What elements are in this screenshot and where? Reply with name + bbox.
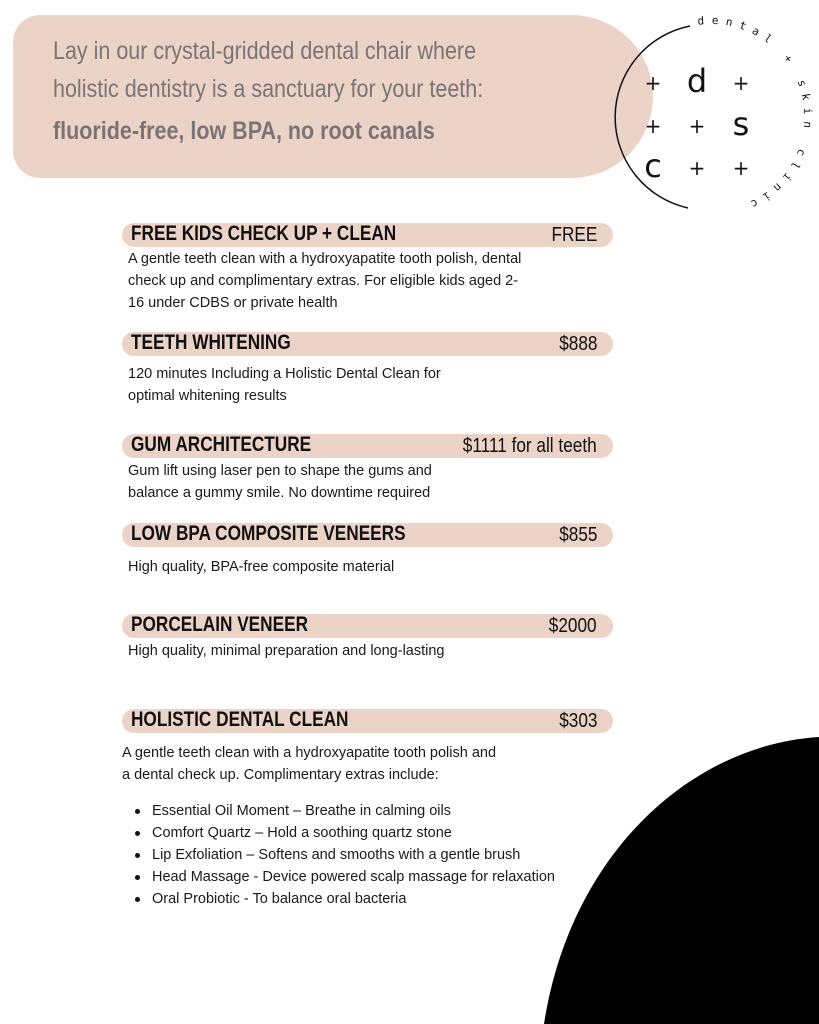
- extras-item: Lip Exfoliation – Softens and smooths with a gentle brush: [152, 844, 555, 866]
- service-price: $888: [558, 333, 597, 355]
- service-description: High quality, minimal preparation and long-lasting: [128, 643, 445, 659]
- extras-item: Head Massage - Device powered scalp massage for relaxation: [152, 866, 555, 888]
- service-description: A gentle teeth clean with a hydroxyapatite tooth polish, dental check up and complimentary extras. For eligible kids aged 2-16 under CDBS or private health: [128, 251, 522, 311]
- service-price: $1111 for all teeth: [463, 435, 597, 457]
- logo-plus: +: [732, 156, 750, 180]
- logo-plus: +: [688, 156, 706, 180]
- service-name: HOLISTIC DENTAL CLEAN: [131, 708, 349, 731]
- service-header: [122, 223, 613, 247]
- service-description: A gentle teeth clean with a hydroxyapatite tooth polish and a dental check up. Complimentary extras include:: [122, 745, 497, 783]
- service-name: PORCELAIN VENEER: [131, 613, 309, 636]
- logo-ring-text: dental + skin clinic: [697, 13, 815, 214]
- extras-list: [152, 800, 555, 910]
- hero-line-3: fluoride-free, low BPA, no root canals: [53, 117, 435, 145]
- logo-letter-c: c: [644, 147, 662, 185]
- logo-letter-d: d: [686, 62, 708, 100]
- logo-plus: +: [688, 114, 706, 138]
- extras-item: Comfort Quartz – Hold a soothing quartz stone: [152, 822, 555, 844]
- hero-line-1: Lay in our crystal-gridded dental chair where: [53, 37, 477, 65]
- clinic-logo: [590, 10, 819, 225]
- service-description: High quality, BPA-free composite material: [128, 559, 395, 575]
- service-description: Gum lift using laser pen to shape the gums and balance a gummy smile. No downtime required: [128, 463, 432, 501]
- service-header: [122, 614, 613, 638]
- logo-letter-s: s: [732, 105, 750, 143]
- service-header: [122, 709, 613, 733]
- hero-line-2: holistic dentistry is a sanctuary for your teeth:: [53, 75, 484, 103]
- service-name: GUM ARCHITECTURE: [131, 433, 312, 456]
- logo-plus: +: [644, 114, 662, 138]
- service-description: 120 minutes Including a Holistic Dental Clean for optimal whitening results: [128, 366, 441, 404]
- service-name: FREE KIDS CHECK UP + CLEAN: [131, 222, 397, 245]
- service-price: $303: [558, 710, 597, 732]
- service-price: FREE: [551, 224, 597, 246]
- service-name: LOW BPA COMPOSITE VENEERS: [131, 522, 406, 545]
- logo-plus: +: [732, 71, 750, 95]
- hero-banner: [13, 15, 653, 178]
- service-header: [122, 523, 613, 547]
- logo-plus: +: [644, 71, 662, 95]
- service-price: $2000: [549, 615, 597, 637]
- service-name: TEETH WHITENING: [131, 331, 291, 354]
- extras-item: Essential Oil Moment – Breathe in calming oils: [152, 800, 555, 822]
- service-header: [122, 434, 613, 458]
- extras-item: Oral Probiotic - To balance oral bacteria: [152, 888, 555, 910]
- service-header: [122, 332, 613, 356]
- service-price: $855: [558, 524, 597, 546]
- logo-monogram: [644, 62, 749, 185]
- decorative-black-shape: [540, 735, 819, 1024]
